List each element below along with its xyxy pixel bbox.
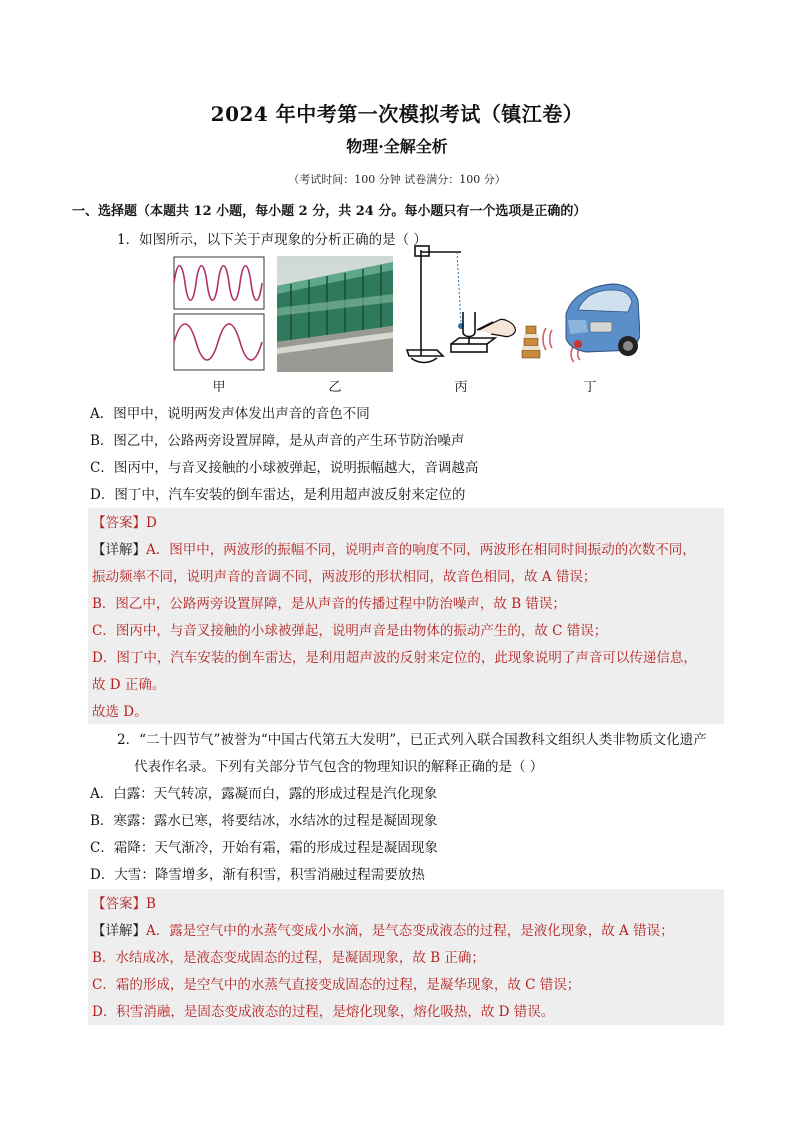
- page-subtitle: 物理·全解全析: [346, 137, 448, 156]
- explain-text: A．图甲中，两波形的振幅不同，说明声音的响度不同，两波形在相同时间振动的次数不同，: [146, 542, 696, 558]
- q2-option-c: C．霜降：天气渐冷，开始有霜，霜的形成过程是凝固现象: [90, 840, 438, 856]
- q1-explain-line-3: B．图乙中，公路两旁设置屏障，是从声音的传播过程中防治噪声，故 B 错误；: [92, 596, 566, 612]
- q2-answer-line: [92, 892, 156, 912]
- q2-option-b: B．寒露：露水已寒，将要结冰，水结冰的过程是凝固现象: [90, 813, 438, 829]
- q1-option-a: A．图甲中，说明两发声体发出声音的音色不同: [90, 406, 370, 422]
- figure-yi-sound-barrier: [277, 256, 393, 372]
- q2-option-d: D．大雪：降雪增多，渐有积雪，积雪消融过程需要放热: [90, 867, 425, 883]
- answer-value: D: [146, 515, 157, 531]
- question-1-stem: 1．如图所示，以下关于声现象的分析正确的是（ ）: [117, 232, 427, 248]
- q1-explain-line-4: C．图丙中，与音叉接触的小球被弹起，说明声音是由物体的振动产生的，故 C 错误；: [92, 623, 608, 639]
- q1-option-b: B．图乙中，公路两旁设置屏障，是从声音的产生环节防治噪声: [90, 433, 465, 449]
- q1-option-c: C．图丙中，与音叉接触的小球被弹起，说明振幅越大，音调越高: [90, 460, 479, 476]
- q1-explain-line-6: 故 D 正确。: [92, 677, 166, 693]
- answer-tag: 【答案】: [92, 515, 146, 531]
- answer-value: B: [146, 896, 156, 912]
- q1-answer-block: [88, 508, 724, 724]
- q2-option-a: A．白露：天气转凉，露凝而白，露的形成过程是汽化现象: [90, 786, 438, 802]
- figure-caption-jia: 甲: [212, 380, 226, 395]
- q2-explain-line-3: C．霜的形成，是空气中的水蒸气直接变成固态的过程，是凝华现象，故 C 错误；: [92, 977, 581, 993]
- q2-explain-line-4: D．积雪消融，是固态变成液态的过程，是熔化现象，熔化吸热，故 D 错误。: [92, 1004, 555, 1020]
- q1-explain-line-7: 故选 D。: [92, 704, 148, 720]
- explain-tag: 【详解】: [92, 542, 146, 558]
- q1-option-d: D．图丁中，汽车安装的倒车雷达，是利用超声波反射来定位的: [90, 487, 466, 503]
- figure-jia-waveforms: [173, 256, 265, 372]
- q1-explain-line-5: D．图丁中，汽车安装的倒车雷达，是利用超声波的反射来定位的，此现象说明了声音可以传递信息，: [92, 650, 697, 666]
- explain-tag: 【详解】: [92, 923, 146, 939]
- question-2-stem-line-2: 代表作名录。下列有关部分节气包含的物理知识的解释正确的是（ ）: [134, 759, 544, 775]
- section-heading: 一、选择题（本题共 12 小题，每小题 2 分，共 24 分。每小题只有一个选项是正确的）: [72, 204, 587, 219]
- exam-info: （考试时间：100 分钟 试卷满分：100 分）: [288, 173, 506, 186]
- q1-explain-line-2: 振动频率不同，说明声音的音调不同，两波形的形状相同，故音色相同，故 A 错误；: [92, 569, 597, 585]
- figure-caption-ding: 丁: [583, 380, 597, 395]
- page-title: 2024 年中考第一次模拟考试（镇江卷）: [210, 102, 584, 126]
- q2-explain-line-1: [92, 919, 674, 939]
- q1-answer-line: [92, 511, 157, 531]
- answer-tag: 【答案】: [92, 896, 146, 912]
- figure-caption-bing: 丙: [454, 380, 468, 395]
- figure-caption-yi: 乙: [328, 380, 342, 395]
- q1-explain-line-1: [92, 538, 696, 558]
- explain-text: A．露是空气中的水蒸气变成小水滴，是气态变成液态的过程，是液化现象，故 A 错误；: [146, 923, 674, 939]
- q2-explain-line-2: B．水结成冰，是液态变成固态的过程，是凝固现象，故 B 正确；: [92, 950, 485, 966]
- figure-bing-tuning-fork: [403, 240, 521, 364]
- question-2-stem-line-1: 2．“二十四节气”被誉为“中国古代第五大发明”，已正式列入联合国教科文组织人类非物质文化遗产: [117, 732, 707, 748]
- q2-answer-block: [88, 889, 724, 1025]
- figure-ding-reversing-radar: [516, 280, 640, 372]
